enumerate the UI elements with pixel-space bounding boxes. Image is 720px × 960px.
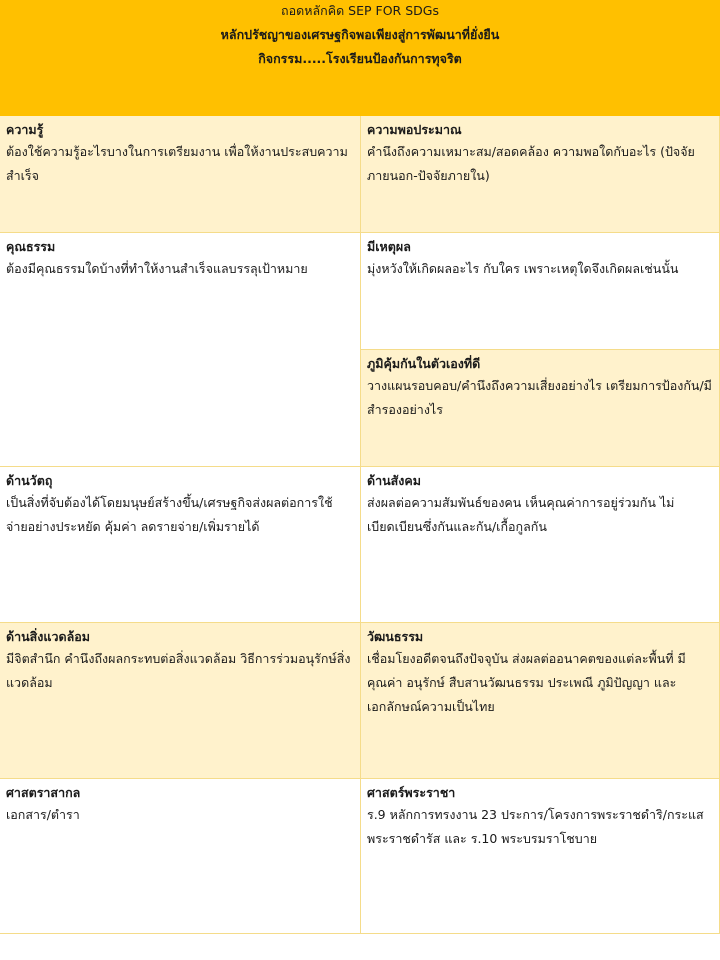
cell-body: เชื่อมโยงอดีตจนถึงปัจจุบัน ส่งผลต่ออนาคตของแต่ละพื้นที่ มีคุณค่า อนุรักษ์ สืบสานวัฒนธรรม ประเพณี ภูมิปัญญา และเอกลักษณ์ความเป็นไทย	[367, 651, 686, 714]
cell-title: ความรู้	[6, 122, 44, 137]
cell-body: วางแผนรอบคอบ/คำนึงถึงความเสี่ยงอย่างไร เตรียมการป้องกัน/มีสำรองอย่างไร	[367, 378, 712, 417]
cell-title: วัฒนธรรม	[367, 629, 424, 644]
cell-social	[361, 467, 720, 623]
cell-title: ด้านสิ่งแวดล้อม	[6, 629, 91, 644]
cell-body: ร.9 หลักการทรงงาน 23 ประการ/โครงการพระราชดำริ/กระแสพระราชดำรัส และ ร.10 พระบรมราโชบาย	[367, 807, 704, 846]
header-activity: กิจกรรม.....โรงเรียนป้องกันการทุจริต	[258, 51, 462, 66]
cell-body: มีจิตสำนึก คำนึงถึงผลกระทบต่อสิ่งแวดล้อม วิธีการร่วมอนุรักษ์สิ่งแวดล้อม	[6, 651, 351, 690]
cell-royal	[361, 779, 720, 934]
cell-universal	[0, 779, 361, 934]
cell-title: มีเหตุผล	[367, 239, 411, 254]
cell-body: มุ่งหวังให้เกิดผลอะไร กับใคร เพราะเหตุใดจึงเกิดผลเช่นนั้น	[367, 261, 679, 276]
cell-body: ต้องมีคุณธรรมใดบ้างที่ทำให้งานสำเร็จแลบรรลุเป้าหมาย	[6, 261, 308, 276]
cell-environment	[0, 623, 361, 779]
cell-body: ต้องใช้ความรู้อะไรบางในการเตรียมงาน เพื่อให้งานประสบความสำเร็จ	[6, 144, 348, 183]
cell-culture	[361, 623, 720, 779]
cell-title: ด้านวัตถุ	[6, 473, 53, 488]
header-banner	[0, 0, 720, 116]
cell-title: คุณธรรม	[6, 239, 56, 254]
cell-body: คำนึงถึงความเหมาะสม/สอดคล้อง ความพอใดกับอะไร (ปัจจัยภายนอก-ปัจจัยภายใน)	[367, 144, 695, 183]
cell-morality	[0, 233, 361, 467]
cell-reasonableness	[361, 233, 720, 350]
cell-body: ส่งผลต่อความสัมพันธ์ของคน เห็นคุณค่าการอยู่ร่วมกัน ไม่เบียดเบียนซึ่งกันและกัน/เกื้อกูลกัน	[367, 495, 675, 534]
cell-title: ศาสตราสากล	[6, 785, 81, 800]
cell-title: ภูมิคุ้มกันในตัวเองที่ดี	[367, 356, 481, 371]
header-title: ถอดหลักคิด SEP FOR SDGs	[281, 3, 439, 18]
cell-title: ความพอประมาณ	[367, 122, 462, 137]
cell-material	[0, 467, 361, 623]
concept-grid	[0, 116, 720, 934]
cell-body: เป็นสิ่งที่จับต้องได้โดยมนุษย์สร้างขึ้น/เศรษฐกิจส่งผลต่อการใช้จ่ายอย่างประหยัด คุ้มค่า ลดรายจ่าย/เพิ่มรายได้	[6, 495, 333, 534]
cell-body: เอกสาร/ตำรา	[6, 807, 80, 822]
cell-knowledge	[0, 116, 361, 233]
cell-title: ศาสตร์พระราชา	[367, 785, 456, 800]
header-subtitle: หลักปรัชญาของเศรษฐกิจพอเพียงสู่การพัฒนาที่ยั่งยืน	[220, 27, 500, 42]
cell-title: ด้านสังคม	[367, 473, 422, 488]
cell-moderation	[361, 116, 720, 233]
cell-immunity	[361, 350, 720, 467]
